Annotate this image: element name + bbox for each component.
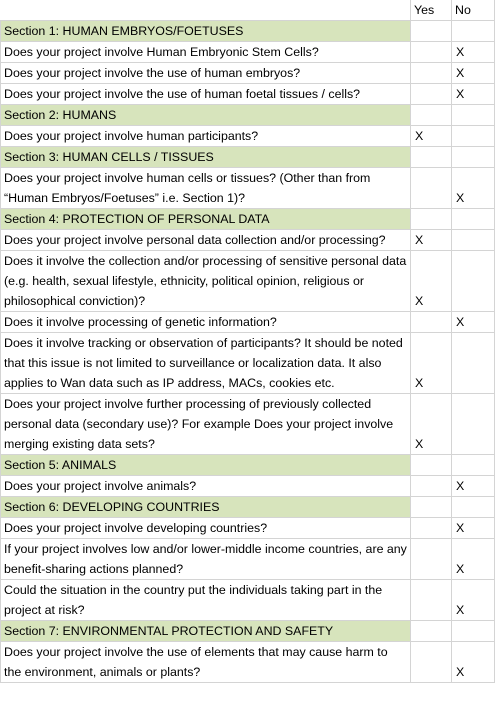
section-header-row <box>1 455 495 476</box>
question-row <box>1 642 495 683</box>
no-mark <box>452 230 495 251</box>
yes-mark <box>411 105 452 126</box>
yes-mark <box>411 63 452 84</box>
question-text: Does it involve the collection and/or processing of sensitive personal data (e.g. health, sexual lifestyle, ethnicity, political opinion, religious or philosophical conviction)? <box>1 251 411 312</box>
no-mark <box>452 333 495 394</box>
yes-mark <box>411 42 452 63</box>
section-title: Section 3: HUMAN CELLS / TISSUES <box>1 147 411 168</box>
no-mark: X <box>452 642 495 683</box>
section-header-row <box>1 105 495 126</box>
no-mark: X <box>452 518 495 539</box>
yes-mark <box>411 84 452 105</box>
yes-mark <box>411 21 452 42</box>
no-mark: X <box>452 168 495 209</box>
yes-mark: X <box>411 394 452 455</box>
header-row <box>1 0 495 21</box>
yes-mark <box>411 168 452 209</box>
question-row <box>1 333 495 394</box>
no-mark <box>452 147 495 168</box>
no-mark <box>452 209 495 230</box>
yes-mark: X <box>411 230 452 251</box>
question-text: Does your project involve developing countries? <box>1 518 411 539</box>
question-row <box>1 580 495 621</box>
yes-mark <box>411 497 452 518</box>
no-mark: X <box>452 539 495 580</box>
question-row <box>1 63 495 84</box>
yes-mark: X <box>411 333 452 394</box>
no-mark <box>452 621 495 642</box>
section-title: Section 1: HUMAN EMBRYOS/FOETUSES <box>1 21 411 42</box>
no-mark: X <box>452 476 495 497</box>
question-text: Does it involve processing of genetic information? <box>1 312 411 333</box>
question-text: Does your project involve human participants? <box>1 126 411 147</box>
question-row <box>1 230 495 251</box>
no-mark: X <box>452 42 495 63</box>
yes-mark: X <box>411 126 452 147</box>
yes-mark <box>411 455 452 476</box>
no-mark: X <box>452 580 495 621</box>
yes-mark <box>411 209 452 230</box>
no-mark: X <box>452 312 495 333</box>
question-row <box>1 84 495 105</box>
yes-mark <box>411 539 452 580</box>
question-row <box>1 42 495 63</box>
question-row <box>1 476 495 497</box>
question-text: Could the situation in the country put the individuals taking part in the project at risk? <box>1 580 411 621</box>
question-text: Does your project involve human cells or tissues? (Other than from “Human Embryos/Foetuses” i.e. Section 1)? <box>1 168 411 209</box>
section-title: Section 6: DEVELOPING COUNTRIES <box>1 497 411 518</box>
question-text: Does your project involve the use of elements that may cause harm to the environment, animals or plants? <box>1 642 411 683</box>
yes-mark <box>411 518 452 539</box>
question-row <box>1 394 495 455</box>
question-text: Does your project involve further processing of previously collected personal data (secondary use)? For example Does your project involve merging existing data sets? <box>1 394 411 455</box>
no-mark <box>452 21 495 42</box>
no-mark <box>452 455 495 476</box>
question-text: Does your project involve personal data collection and/or processing? <box>1 230 411 251</box>
yes-mark <box>411 147 452 168</box>
section-header-row <box>1 147 495 168</box>
no-mark <box>452 394 495 455</box>
yes-mark: X <box>411 251 452 312</box>
section-header-row <box>1 21 495 42</box>
question-row <box>1 251 495 312</box>
section-title: Section 4: PROTECTION OF PERSONAL DATA <box>1 209 411 230</box>
no-mark <box>452 105 495 126</box>
section-title: Section 5: ANIMALS <box>1 455 411 476</box>
question-row <box>1 168 495 209</box>
no-mark: X <box>452 84 495 105</box>
question-text: Does your project involve animals? <box>1 476 411 497</box>
question-text: Does it involve tracking or observation of participants? It should be noted that this issue is not limited to surveillance or localization data. It also applies to Wan data such as IP address, MACs, cookies etc. <box>1 333 411 394</box>
question-row <box>1 312 495 333</box>
question-row <box>1 539 495 580</box>
no-mark: X <box>452 63 495 84</box>
no-mark <box>452 126 495 147</box>
header-no: No <box>452 0 495 21</box>
no-mark <box>452 497 495 518</box>
question-text: If your project involves low and/or lower-middle income countries, are any benefit-sharing actions planned? <box>1 539 411 580</box>
question-row <box>1 518 495 539</box>
question-row <box>1 126 495 147</box>
yes-mark <box>411 642 452 683</box>
question-text: Does your project involve the use of human embryos? <box>1 63 411 84</box>
section-title: Section 2: HUMANS <box>1 105 411 126</box>
question-text: Does your project involve Human Embryonic Stem Cells? <box>1 42 411 63</box>
yes-mark <box>411 580 452 621</box>
section-header-row <box>1 621 495 642</box>
yes-mark <box>411 312 452 333</box>
section-title: Section 7: ENVIRONMENTAL PROTECTION AND SAFETY <box>1 621 411 642</box>
question-text: Does your project involve the use of human foetal tissues / cells? <box>1 84 411 105</box>
yes-mark <box>411 621 452 642</box>
no-mark <box>452 251 495 312</box>
header-blank-cell <box>1 0 411 21</box>
yes-mark <box>411 476 452 497</box>
section-header-row <box>1 497 495 518</box>
header-yes: Yes <box>411 0 452 21</box>
section-header-row <box>1 209 495 230</box>
